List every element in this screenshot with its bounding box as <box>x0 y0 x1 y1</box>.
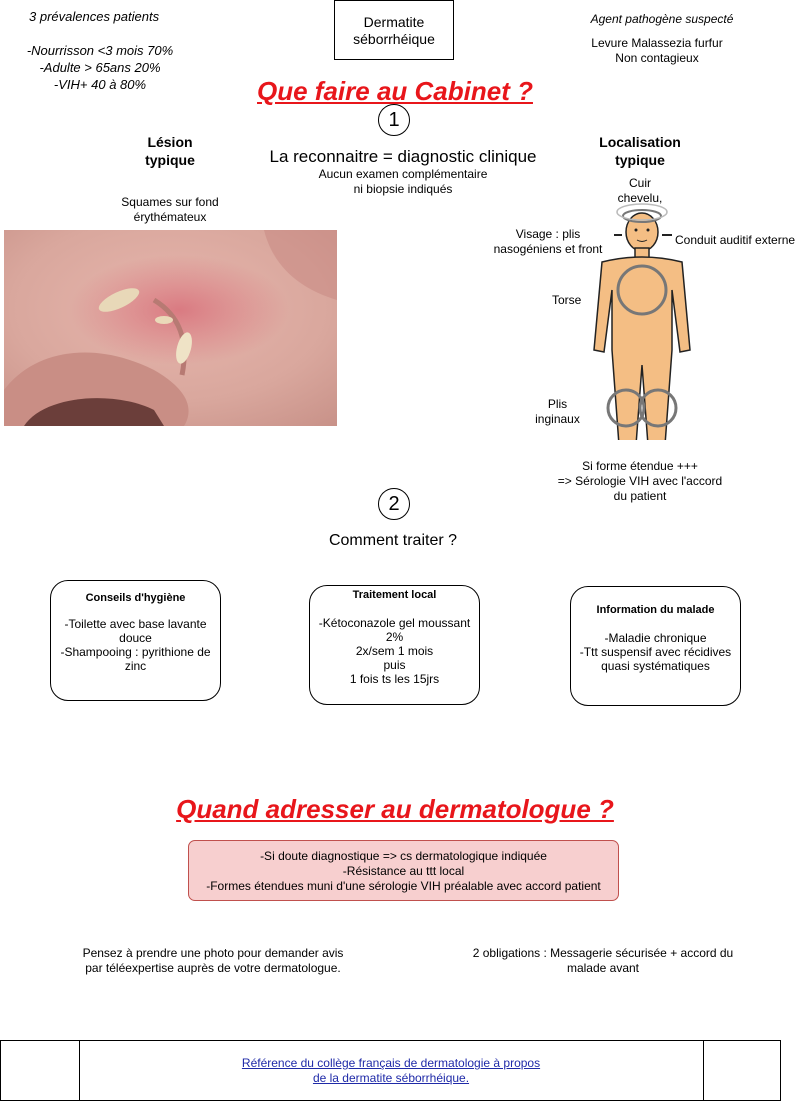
extended-form-note <box>545 459 735 504</box>
lesion-photo <box>4 230 337 426</box>
footer-cell-middle <box>79 1041 703 1100</box>
patient-info-line1: -Maladie chronique <box>604 631 707 645</box>
lesion-heading-line2: typique <box>145 152 195 168</box>
step1-sub-line2: ni biopsie indiqués <box>353 182 453 196</box>
patient-info-title: Information du malade <box>596 604 715 616</box>
reference-link-line2[interactable]: de la dermatite séborrhéique. <box>312 1071 470 1085</box>
reference-link-line1[interactable]: Référence du collège français de dermatologie à propos <box>241 1056 541 1070</box>
prevalences-list <box>10 42 190 93</box>
lesion-heading <box>120 133 220 169</box>
step1-number: 1 <box>378 104 410 136</box>
refer-box <box>188 840 619 901</box>
hygiene-line2: douce <box>119 631 152 645</box>
step2-number: 2 <box>378 488 410 520</box>
tip-obligations-line1: 2 obligations : Messagerie sécurisée + accord du <box>472 946 734 960</box>
tip-obligations-line2: malade avant <box>566 961 640 975</box>
patient-info-line2: -Ttt suspensif avec récidives <box>579 645 732 659</box>
label-cuir-chevelu <box>605 176 675 206</box>
label-visage-line2: nasogéniens et front <box>493 242 603 256</box>
lesion-heading-line1: Lésion <box>147 134 193 150</box>
step1-headline: La reconnaitre = diagnostic clinique <box>269 147 537 166</box>
label-cuir-line2: chevelu, <box>617 191 663 205</box>
label-visage-line1: Visage : plis <box>515 227 581 241</box>
localisation-heading <box>580 133 700 169</box>
disease-title-line1: Dermatite <box>363 14 425 30</box>
label-torse: Torse <box>552 293 582 307</box>
note-line3: du patient <box>613 489 667 503</box>
lesion-caption-line2: érythémateux <box>133 210 207 224</box>
hygiene-line3: -Shampooing : pyrithione de <box>60 645 211 659</box>
tip-obligations <box>455 946 751 976</box>
prevalence-infant: -Nourrisson <3 mois 70% <box>26 43 174 58</box>
main-title: Que faire au Cabinet ? <box>257 76 533 106</box>
agent-details <box>572 36 742 66</box>
label-cuir-line1: Cuir <box>628 176 651 190</box>
step2-headline: Comment traiter ? <box>328 532 458 549</box>
agent-name: Levure Malassezia furfur <box>591 36 723 50</box>
label-plis-line1: Plis <box>547 397 568 411</box>
refer-line3: -Formes étendues muni d'une sérologie VIH préalable avec accord patient <box>206 879 601 893</box>
local-treatment-line1: -Kétoconazole gel moussant <box>318 616 471 630</box>
tip-photo-line2: par téléexpertise auprès de votre dermatologue. <box>85 961 341 975</box>
refer-title: Quand adresser au dermatologue ? <box>176 794 614 824</box>
local-treatment-title: Traitement local <box>352 589 437 601</box>
footer-cell-left <box>1 1041 80 1100</box>
agent-contagion: Non contagieux <box>615 51 699 65</box>
local-treatment-line5: 1 fois ts les 15jrs <box>349 672 440 686</box>
hygiene-line1: -Toilette avec base lavante <box>64 617 207 631</box>
tip-photo <box>60 946 366 976</box>
note-line1: Si forme étendue +++ <box>582 459 698 473</box>
footer-table <box>0 1040 781 1101</box>
agent-heading: Agent pathogène suspecté <box>590 12 734 26</box>
disease-title-line2: séborrhéique <box>353 31 435 47</box>
patient-info-box <box>570 586 741 706</box>
note-line2: => Sérologie VIH avec l'accord <box>557 474 723 488</box>
label-plis-line2: inginaux <box>535 412 580 426</box>
local-treatment-box <box>309 585 480 705</box>
hygiene-box <box>50 580 221 701</box>
local-treatment-line4: puis <box>383 658 406 672</box>
disease-title-box <box>334 0 454 60</box>
label-visage <box>488 227 608 257</box>
localisation-heading-line1: Localisation <box>599 134 681 150</box>
step1-sub-line1: Aucun examen complémentaire <box>318 167 488 181</box>
footer-cell-right <box>703 1041 781 1100</box>
label-plis-inguinaux <box>530 397 585 427</box>
hygiene-line4: zinc <box>124 659 147 673</box>
lesion-caption <box>95 195 245 225</box>
local-treatment-line3: 2x/sem 1 mois <box>355 644 434 658</box>
lesion-caption-line1: Squames sur fond <box>121 195 219 209</box>
local-treatment-line2: 2% <box>385 630 404 644</box>
tip-photo-line1: Pensez à prendre une photo pour demander avis <box>82 946 344 960</box>
prevalences-heading: 3 prévalences patients <box>29 9 160 24</box>
localisation-heading-line2: typique <box>615 152 665 168</box>
prevalence-adult: -Adulte > 65ans 20% <box>39 60 161 75</box>
hygiene-title: Conseils d'hygiène <box>85 592 186 604</box>
step1-sub <box>290 167 516 197</box>
refer-line2: -Résistance au ttt local <box>342 864 465 878</box>
label-conduit-auditif: Conduit auditif externe <box>675 233 796 247</box>
patient-info-line3: quasi systématiques <box>601 659 710 673</box>
prevalence-hiv: -VIH+ 40 à 80% <box>53 77 147 92</box>
refer-line1: -Si doute diagnostique => cs dermatologique indiquée <box>260 849 547 863</box>
